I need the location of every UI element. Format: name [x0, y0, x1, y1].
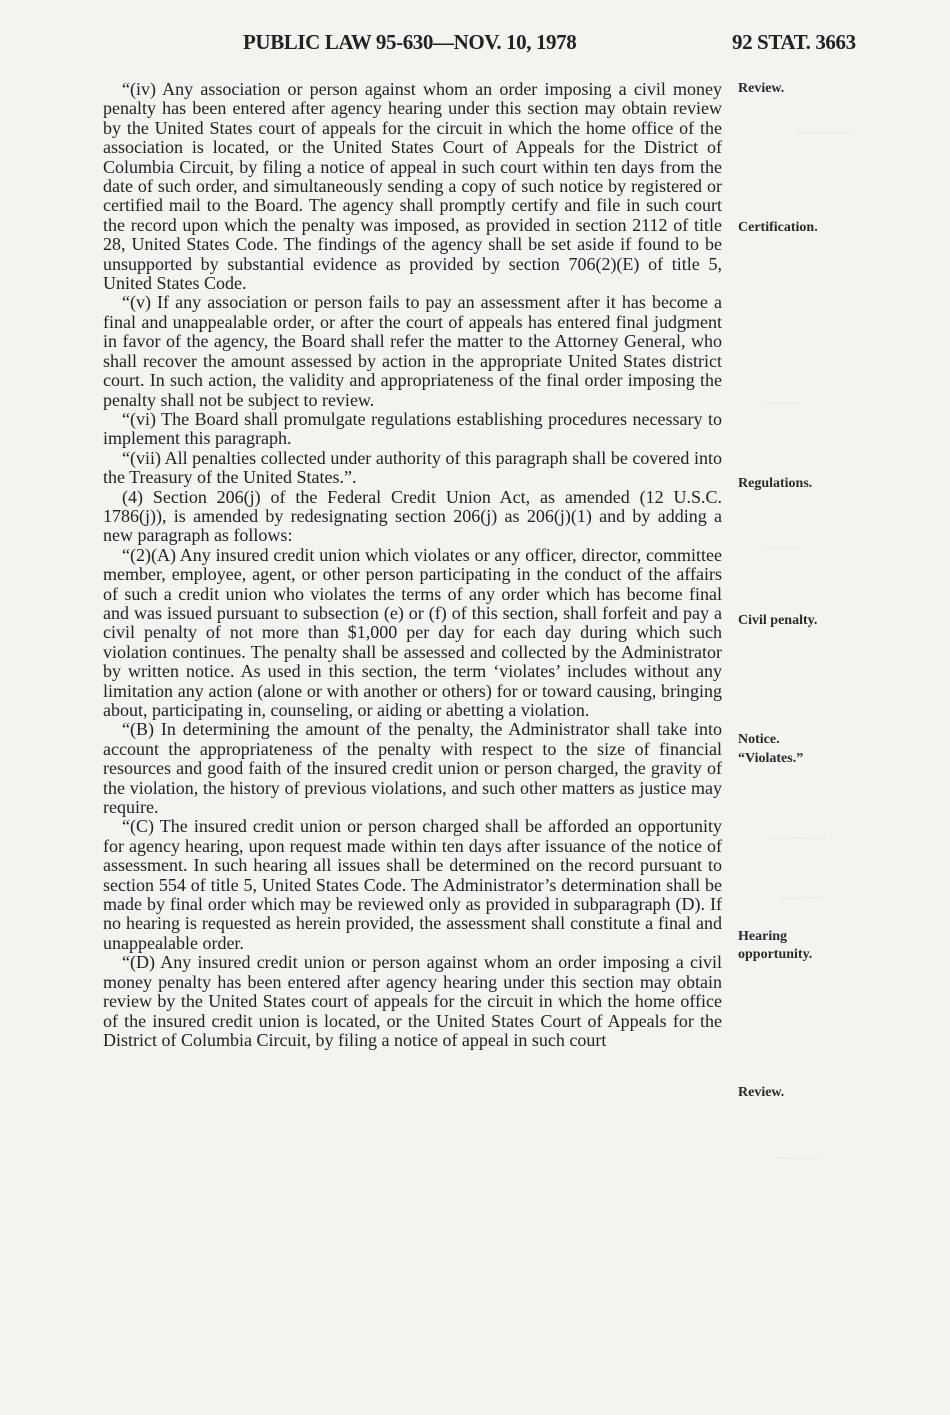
- ghost-mark: ~~~~~~: [780, 890, 823, 905]
- paragraph-vi: “(vi) The Board shall promulgate regulations establishing procedures necessary to implement this paragraph.: [103, 408, 722, 449]
- paragraph-d: “(D) Any insured credit union or person against whom an order imposing a civil money penalty has been entered after agency hearing under this section may obtain review by the United States court of appeals for the circuit in which the home office of the insured credit union is located, or the United States Court of Appeals for the District of Columbia Circuit, by filing a notice of appeal in such court: [103, 952, 722, 1050]
- paragraph-2a: “(2)(A) Any insured credit union which violates or any officer, director, committee member, employee, agent, or other person participating in the conduct of the affairs of such a credit union who violates the terms of any order which has become final and was issued pursuant to subsection (e) or (f) of this section, shall forfeit and pay a civil penalty of not more than $1,000 per day for each day during which such violation continues. The penalty shall be assessed and collected by the Administrator by written notice. As used in this section, the term ‘violates’ includes without any limitation any action (alone or with another or others) for or toward causing, bringing about, participating in, counseling, or aiding or abetting a violation.: [103, 544, 722, 720]
- margin-note-civil-penalty: Civil penalty.: [738, 613, 818, 628]
- paragraph-c: “(C) The insured credit union or person charged shall be afforded an opportunity for agency hearing, upon request made within ten days after issuance of the notice of assessment. In such hearing all issues shall be determined on the record pursuant to section 554 of title 5, United States Code. The Administrator’s determination shall be made by final order which may be reviewed only as provided in subparagraph (D). If no hearing is requested as herein provided, the assessment shall constitute a final and unappealable order.: [103, 816, 722, 953]
- margin-note-notice: Notice.: [738, 732, 780, 747]
- paragraph-v: “(v) If any association or person fails to pay an assessment after it has become a final and unappealable order, or after the court of appeals has entered final judgment in favor of the agency, the Board shall refer the matter to the Attorney General, who shall recover the amount assessed by action in the appropriate United States district court. In such action, the validity and appropriateness of the final order imposing the penalty shall not be subject to review.: [103, 292, 722, 410]
- margin-note-hearing: Hearing: [738, 929, 787, 944]
- margin-note-violates: “Violates.”: [738, 751, 804, 766]
- law-body-text: [103, 80, 722, 1050]
- page-title: PUBLIC LAW 95-630—NOV. 10, 1978: [243, 30, 577, 54]
- paragraph-iv: “(iv) Any association or person against whom an order imposing a civil money penalty has been entered after agency hearing under this section may obtain review by the United States court of appeals for the circuit in which the home office of the association is located, or the United States Court of Appeals for the District of Columbia Circuit, by filing a notice of appeal in such court within ten days from the date of such order, and simultaneously sending a copy of such notice by registered or certified mail to the Board. The agency shall promptly certify and file in such court the record upon which the penalty was imposed, as provided in section 2112 of title 28, United States Code. The findings of the agency shall be set aside if found to be unsupported by substantial evidence as provided by section 706(2)(E) of title 5, United States Code.: [103, 79, 722, 294]
- page-stat-number: 92 STAT. 3663: [732, 30, 856, 54]
- margin-note-certification: Certification.: [738, 220, 818, 235]
- margin-note-review-2: Review.: [738, 1085, 785, 1100]
- ghost-mark: ~~~~~~~~: [795, 125, 852, 140]
- page-header: [0, 30, 950, 60]
- paragraph-vii: “(vii) All penalties collected under authority of this paragraph shall be covered into the Treasury of the United States.”.: [103, 447, 722, 488]
- paragraph-b: “(B) In determining the amount of the penalty, the Administrator shall take into account the appropriateness of the penalty with respect to the size of financial resources and good faith of the insured credit union or person charged, the gravity of the violation, the history of previous violations, and such other matters as justice may require.: [103, 719, 722, 818]
- margin-note-opportunity: opportunity.: [738, 947, 813, 962]
- paragraph-4: (4) Section 206(j) of the Federal Credit Union Act, as amended (12 U.S.C. 1786(j)), is amended by redesignating section 206(j) as 206(j)(1) and by adding a new paragraph as follows:: [103, 486, 722, 546]
- margin-note-regulations: Regulations.: [738, 476, 813, 491]
- ghost-mark: ~~~~~~~~: [770, 830, 827, 845]
- ghost-mark: ~~~~~: [765, 395, 801, 410]
- ghost-mark: ~~~~~~: [775, 1150, 818, 1165]
- margin-note-review: Review.: [738, 81, 785, 96]
- ghost-mark: ~~~~~: [765, 540, 801, 555]
